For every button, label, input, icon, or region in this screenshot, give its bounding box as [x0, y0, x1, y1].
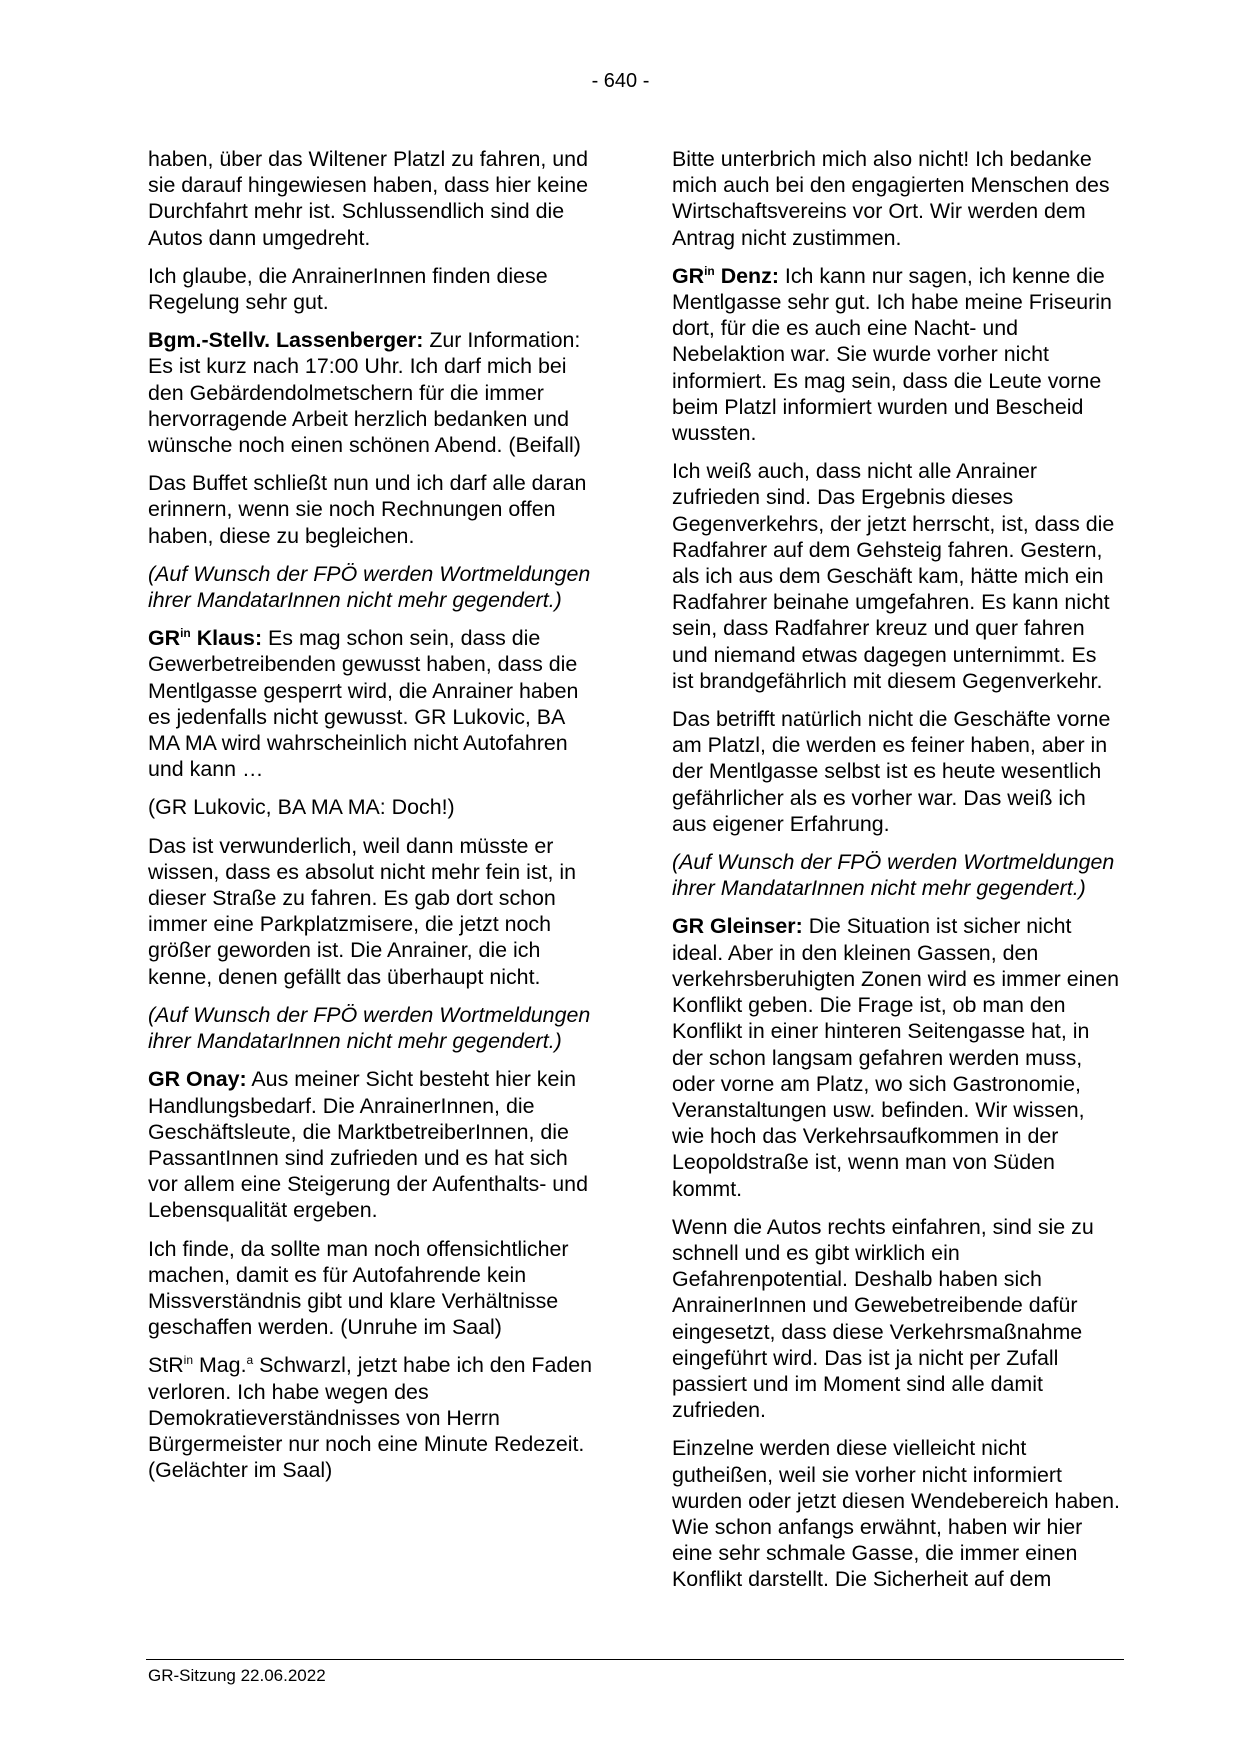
- speaker-degree-suffix: a: [246, 1353, 254, 1368]
- speech-denz: [672, 263, 1122, 446]
- speaker-degree: Mag.: [193, 1353, 247, 1378]
- speaker-name: GR Gleinser:: [672, 914, 803, 939]
- paragraph: Bitte unterbrich mich also nicht! Ich bedanke mich auch bei den engagierten Menschen des Wirtschaftsvereins vor Ort. Wir werden dem Antrag nicht zustimmen.: [672, 147, 1110, 250]
- speaker-name: Bgm.-Stellv. Lassenberger:: [148, 328, 424, 353]
- interjection: (GR Lukovic, BA MA MA: Doch!): [148, 795, 455, 820]
- speech-schwarzl: [148, 1352, 598, 1483]
- speaker-title-suffix: in: [704, 263, 715, 278]
- speaker-surname: Klaus:: [190, 626, 263, 651]
- paragraph: Das ist verwunderlich, weil dann müsste er wissen, dass es absolut nicht mehr fein ist, in dieser Straße zu fahren. Es gab dort schon immer eine Parkplatzmisere, die jetzt noch größer geworden ist. Die Anrainer, die ich kenne, denen gefällt das überhaupt nicht.: [148, 833, 577, 989]
- speaker-name: [672, 264, 779, 288]
- speech-text: Ich kann nur sagen, ich kenne die Mentlgasse sehr gut. Ich habe meine Friseurin dort, für die es auch eine Nacht- und Nebelaktion war. Sie wurde vorher nicht informiert. Es mag sein, dass die Leute vorne beim Platzl informiert wurden und Bescheid wussten.: [672, 263, 1112, 446]
- speech-klaus: [148, 625, 598, 782]
- paragraph: Das betrifft natürlich nicht die Geschäfte vorne am Platzl, die werden es feiner haben, aber in der Mentlgasse selbst ist es heute wesentlich gefährlicher als es vorher war. Das weiß ich aus eigener Erfahrung.: [672, 707, 1111, 836]
- speaker-surname: Denz:: [714, 263, 779, 288]
- speaker-title-suffix: in: [183, 1353, 194, 1368]
- speech-text: Aus meiner Sicht besteht hier kein Handlungsbedarf. Die AnrainerInnen, die Geschäftsleute, die MarktbetreiberInnen, die PassantInnen sind zufrieden und es hat sich vor allem eine Steigerung der Aufenthalts- und Lebensqualität ergeben.: [148, 1067, 588, 1223]
- speaker-title-suffix: in: [180, 626, 191, 641]
- speaker-title: GR: [148, 626, 181, 651]
- paragraph: Einzelne werden diese vielleicht nicht gutheißen, weil sie vorher nicht informiert wurden oder jetzt diesen Wendebereich haben. Wie schon anfangs erwähnt, haben wir hier eine sehr schmale Gasse, die immer einen Konflikt darstellt. Die Sicherheit auf dem: [672, 1436, 1120, 1592]
- paragraph: Ich finde, da sollte man noch offensichtlicher machen, damit es für Autofahrende kein Missverständnis gibt und klare Verhältnisse geschaffen werden. (Unruhe im Saal): [148, 1236, 569, 1340]
- paragraph: Ich weiß auch, dass nicht alle Anrainer zufrieden sind. Das Ergebnis dieses Gegenverkehrs, der jetzt herrscht, ist, dass die Radfahrer auf dem Gehsteig fahren. Gestern, als ich aus dem Geschäft kam, hätte mich ein Radfahrer beinahe umgefahren. Es kann nicht sein, dass Radfahrer kreuz und quer fahren und niemand etwas dagegen unternimmt. Es ist brandgefährlich mit diesem Gegenverkehr.: [672, 459, 1115, 693]
- page-number: - 640 -: [591, 70, 650, 92]
- speech-text: Zur Information: Es ist kurz nach 17:00 Uhr. Ich darf mich bei den Gebärdendolmetschern für die immer hervorragende Arbeit herzlich bedanken und wünsche noch einen schönen Abend. (Beifall): [148, 328, 581, 458]
- speech-text: Schwarzl, jetzt habe ich den Faden verloren. Ich habe wegen des Demokratieverständnisses von Herrn Bürgermeister nur noch eine Minute Redezeit. (Gelächter im Saal): [148, 1353, 593, 1483]
- speaker-title: GR: [672, 263, 705, 288]
- paragraph: haben, über das Wiltener Platzl zu fahren, und sie darauf hingewiesen haben, dass hier keine Durchfahrt mehr ist. Schlussendlich sind die Autos dann umgedreht.: [148, 147, 588, 250]
- left-column: [148, 146, 598, 1495]
- speaker-name: [148, 626, 262, 650]
- speaker-name: GR Onay:: [148, 1067, 247, 1092]
- right-column: [672, 146, 1122, 1605]
- paragraph: Das Buffet schließt nun und ich darf alle daran erinnern, wenn sie noch Rechnungen offen haben, diese zu begleichen.: [148, 471, 587, 548]
- gender-note: (Auf Wunsch der FPÖ werden Wortmeldungen ihrer MandatarInnen nicht mehr gegendert.): [672, 850, 1115, 901]
- gender-note: (Auf Wunsch der FPÖ werden Wortmeldungen ihrer MandatarInnen nicht mehr gegendert.): [148, 561, 591, 613]
- speech-lassenberger: [148, 327, 598, 458]
- speech-text: Es mag schon sein, dass die Gewerbetreibenden gewusst haben, dass die Mentlgasse gesperrt wird, die Anrainer haben es jedenfalls nicht gewusst. GR Lukovic, BA MA MA wird wahrscheinlich nicht Autofahren und kann …: [148, 626, 579, 782]
- speaker-title: StR: [148, 1353, 184, 1378]
- speech-gleinser: [672, 913, 1122, 1201]
- speech-onay: [148, 1066, 598, 1223]
- paragraph: Wenn die Autos rechts einfahren, sind sie zu schnell und es gibt wirklich ein Gefahrenpotential. Deshalb haben sich AnrainerInnen und Gewebetreibende dafür eingesetzt, dass diese Verkehrsmaßnahme eingeführt wird. Das ist ja nicht per Zufall passiert und im Moment sind alle damit zufrieden.: [672, 1214, 1094, 1423]
- gender-note: (Auf Wunsch der FPÖ werden Wortmeldungen ihrer MandatarInnen nicht mehr gegendert.): [148, 1002, 591, 1054]
- footer-text: GR-Sitzung 22.06.2022: [148, 1666, 326, 1685]
- speech-text: Die Situation ist sicher nicht ideal. Aber in den kleinen Gassen, den verkehrsberuhigten Zonen wird es immer einen Konflikt geben. Die Frage ist, ob man den Konflikt in einer hinteren Seitengasse hat, in der schon langsam gefahren werden muss, oder vorne am Platz, wo sich Gastronomie, Veranstaltungen usw. befinden. Wir wissen, wie hoch das Verkehrsaufkommen in der Leopoldstraße ist, wenn man von Süden kommt.: [672, 914, 1120, 1201]
- paragraph: Ich glaube, die AnrainerInnen finden diese Regelung sehr gut.: [148, 263, 548, 315]
- footer-divider: [146, 1659, 1124, 1660]
